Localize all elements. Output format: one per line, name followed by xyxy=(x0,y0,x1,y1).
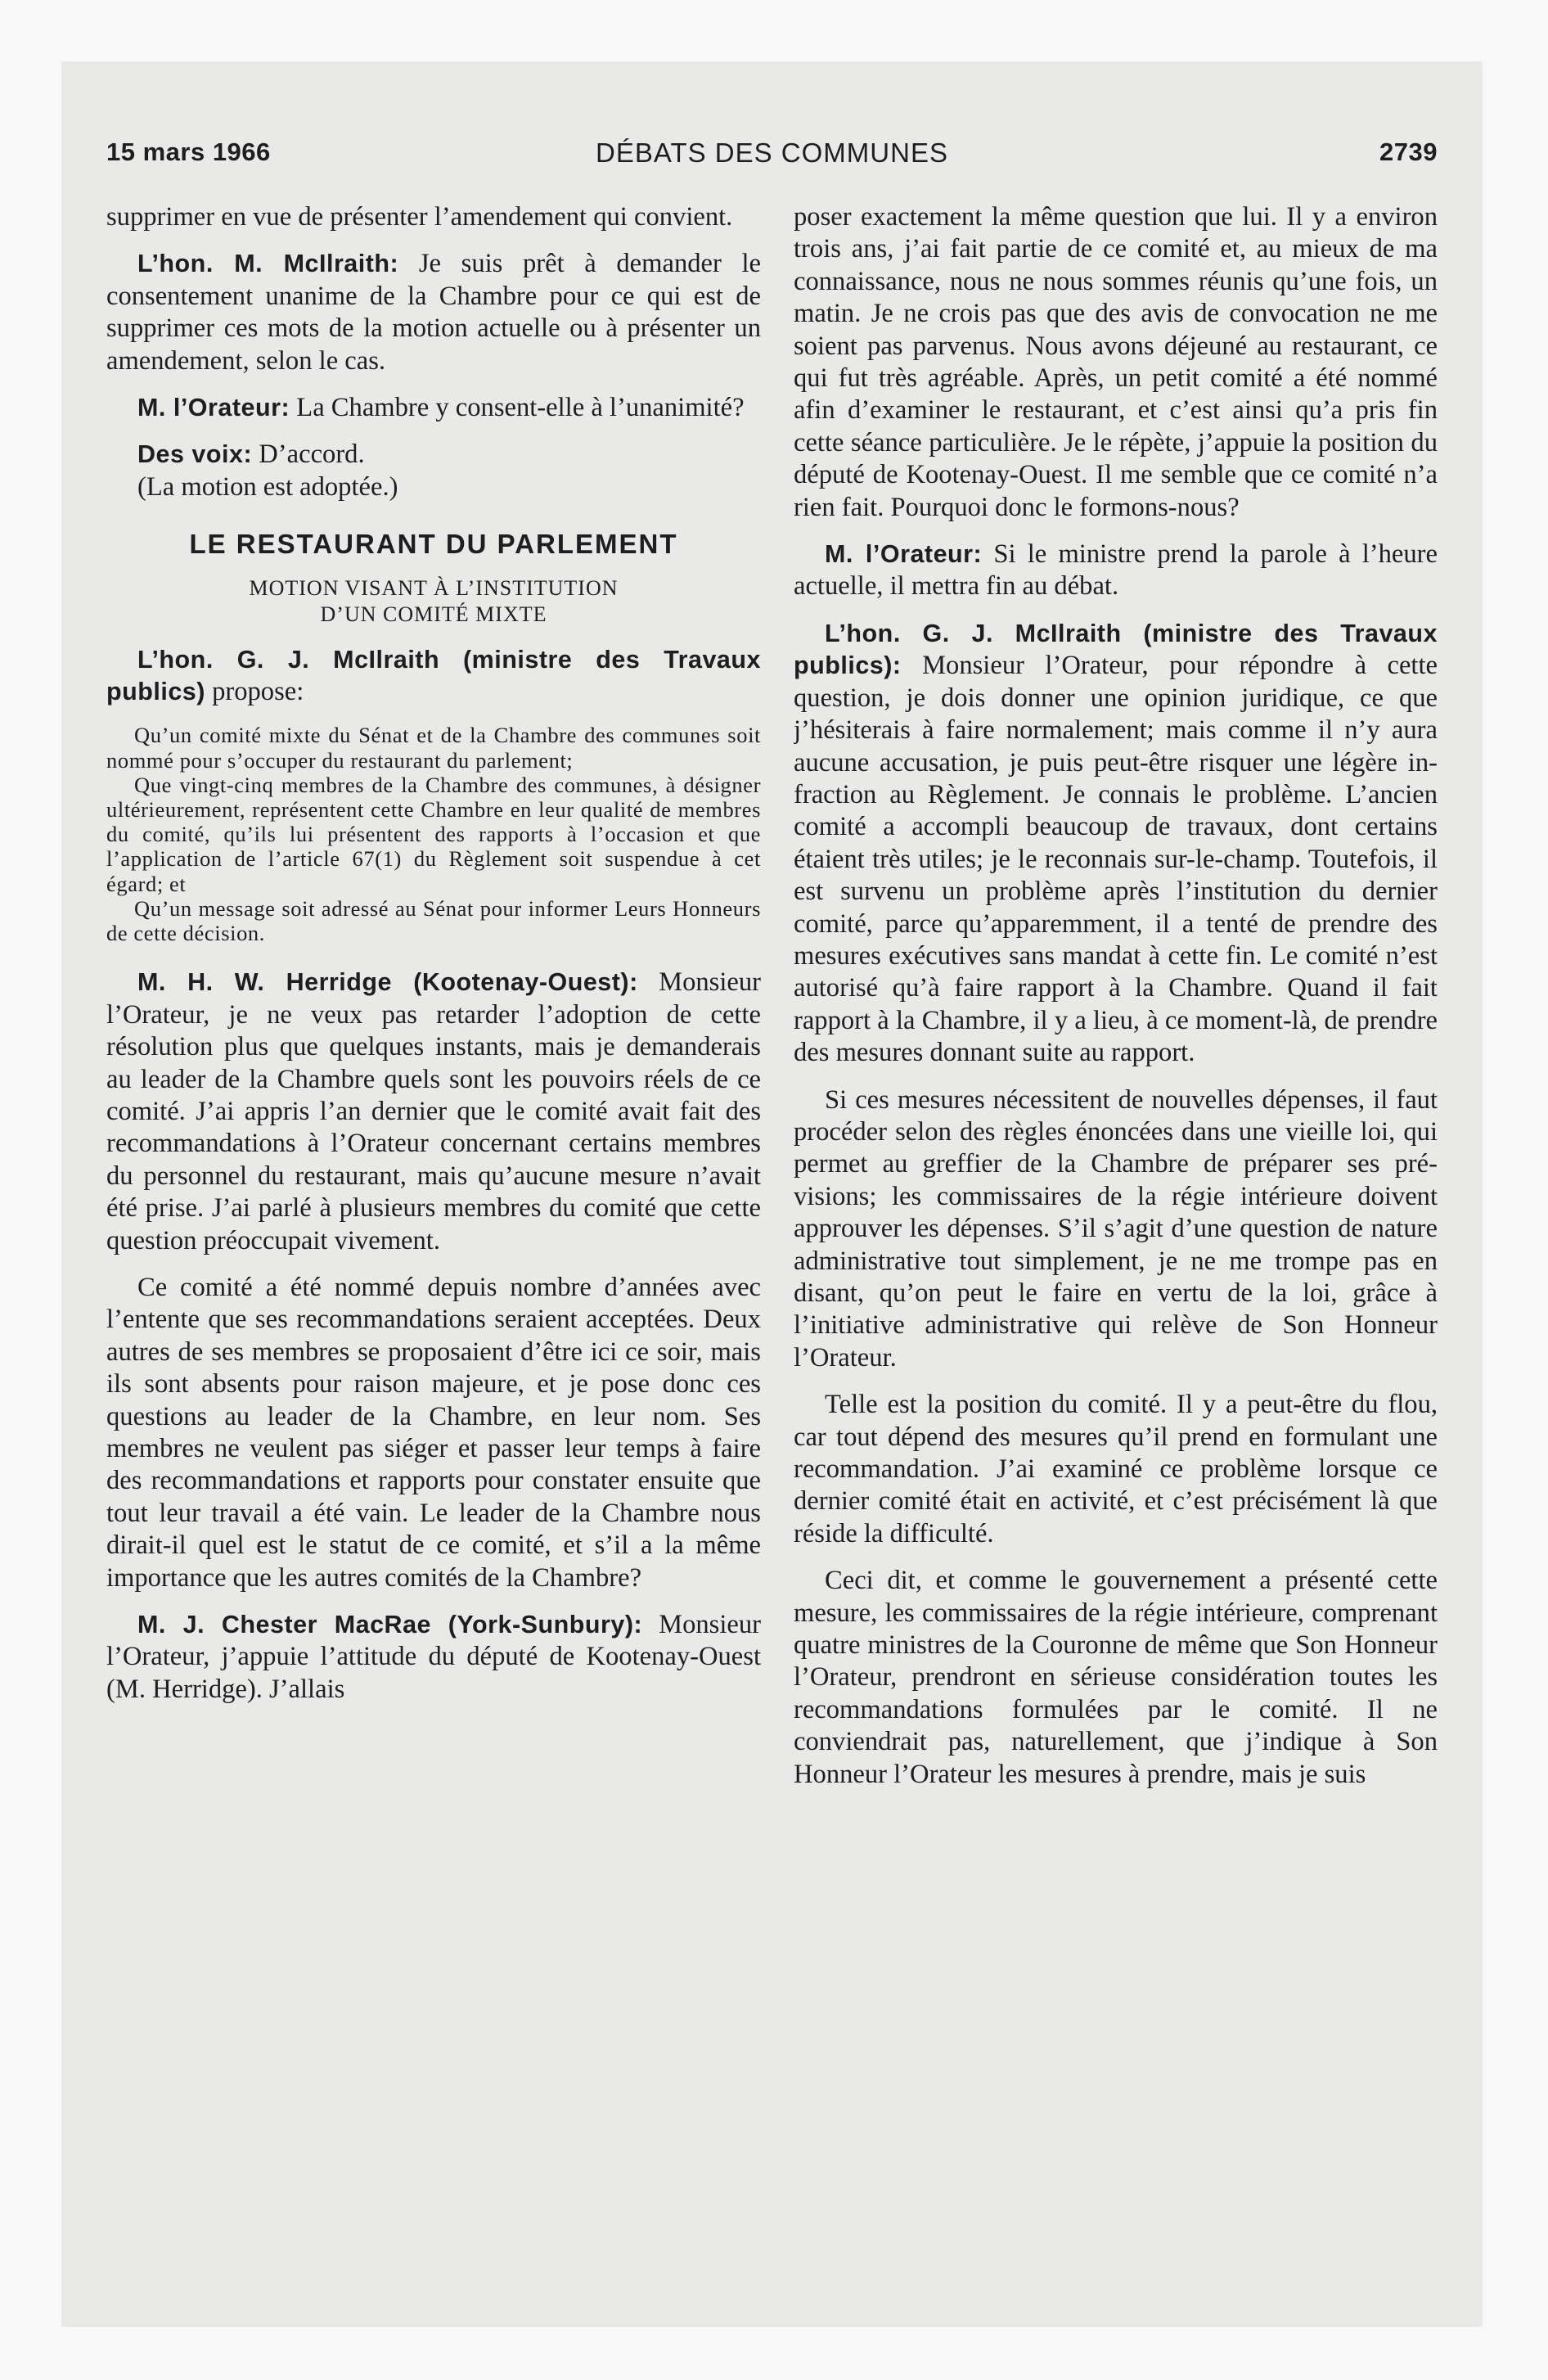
header-date: 15 mars 1966 xyxy=(106,137,271,166)
speech-text: Monsieur l’Orateur, j’appuie l’attitude du député de Kootenay-Ouest (M. Herridge). J’allais xyxy=(106,1610,761,1704)
paragraph xyxy=(106,967,761,1257)
paragraph xyxy=(106,439,761,471)
paragraph: Si ces mesures nécessitent de nouvelles dépenses, il faut procéder selon des règles énoncées dans une vieille loi, qui permet au greffier de la Chambre de préparer ses prévisions; les commissaires de la régie intérieure doivent approuver les dépenses. S’il s’agit d’une question de nature administrative tout simplement, je ne me trompe pas en disant, qu’on peut le faire en vertu de la loi, grâce à l’initiative administrative qui relève de Son Honneur l’Orateur. xyxy=(794,1084,1438,1373)
motion-clause: Qu’un message soit adressé au Sénat pour informer Leurs Honneurs de cette décision. xyxy=(106,895,761,946)
section-subtitle-line: D’UN COMITÉ MIXTE xyxy=(320,602,547,626)
paragraph xyxy=(106,392,761,424)
paragraph xyxy=(106,644,761,709)
speaker-name: M. l’Orateur: xyxy=(137,394,290,422)
section-subtitle xyxy=(106,575,761,628)
speaker-name: Des voix: xyxy=(137,440,253,469)
speaker-name: L’hon. M. McIlraith: xyxy=(137,250,399,278)
motion-clause: Que vingt-cinq membres de la Chambre des communes, à désigner ultérieurement, représentent cette Chambre en leur qualité de membres du comité, qu’ils lui présentent des rapports à l’occasion et que l’application de l’article 67(1) du Règlement soit suspendue à cet égard; et xyxy=(106,772,761,896)
speaker-name: M. l’Orateur: xyxy=(825,540,983,569)
left-column xyxy=(106,201,761,2313)
speaker-name: L’hon. G. J. McIlraith (ministre des Travaux publics): xyxy=(794,619,1438,680)
motion-text xyxy=(106,723,761,945)
paragraph xyxy=(794,539,1438,603)
section-subtitle-line: MOTION VISANT À L’INSTITUTION xyxy=(249,575,619,600)
header-title: DÉBATS DES COMMUNES xyxy=(596,137,948,168)
speech-text: propose: xyxy=(212,677,304,707)
paragraph: Ce comité a été nommé depuis nombre d’années avec l’entente que ses recommandations seraient acceptées. Deux autres de ses membres se proposaient d’être ici ce soir, mais ils sont absents pour raison majeure, et je pose donc ces questions au leader de la Chambre, en leur nom. Ses membres ne veulent pas siéger et passer leur temps à faire des recommandations et rapports pour constater ensuite que tout leur travail a été vain. Le leader de la Chambre nous dirait-il quel est le statut de ce comité, et s’il a la même importance que les autres comités de la Chambre? xyxy=(106,1272,761,1593)
header-page-number: 2739 xyxy=(1379,137,1438,166)
right-column xyxy=(794,201,1438,2313)
paragraph: poser exactement la même question que lui. Il y a environ trois ans, j’ai fait partie de ce comité et, au mieux de ma connaissance, nous ne nous sommes réunis qu’une fois, un matin. Je ne crois pas que des avis de convocation ne me soient pas parvenus. Nous avons déjeuné au restaurant, ce qui fut très agréable. Après, un petit comité a été nommé afin d’examiner le restaurant, et c’est ainsi qu’a pris fin cette séance particulière. Je le répète, j’appuie la position du député de Kootenay-Ouest. Il me semble que ce comité n’a rien fait. Pourquoi donc le formons-nous? xyxy=(794,202,1438,522)
motion-clause: Qu’un comité mixte du Sénat et de la Chambre des communes soit nommé pour s’occuper du restaurant du parlement; xyxy=(106,723,761,773)
section-title: LE RESTAURANT DU PARLEMENT xyxy=(189,529,678,560)
speaker-name: L’hon. G. J. McIlraith (ministre des Travaux publics) xyxy=(106,645,761,706)
paragraph: (La motion est adoptée.) xyxy=(137,471,398,502)
paragraph xyxy=(106,248,761,377)
speech-text: Monsieur l’Orateur, pour répondre à cette question, je dois donner une opinion juridique, ce que j’hésiterais à faire normalement; mais comme il n’y aura aucune accusation, je puis peut-être risquer une légère infraction au Règlement. Je connais le problème. L’ancien comité a accompli beaucoup de travaux, dont certains étaient très utiles; je le reconnais sur-le-champ. Toutefois, il est survenu un problème après l’institution du dernier comité, parce qu’apparemment, il a tenté de prendre des mesures exécutives sans mandat à cette fin. Le comité n’est autorisé qu’à faire rapport à la Chambre. Quand il fait rapport à la Chambre, il y a lieu, à ce moment-là, de prendre des mesures donnant suite au rapport. xyxy=(794,651,1438,1068)
speaker-name: M. H. W. Herridge (Kootenay-Ouest): xyxy=(137,968,638,997)
paragraph xyxy=(794,618,1438,1070)
speaker-name: M. J. Chester MacRae (York-Sunbury): xyxy=(137,1611,643,1639)
speech-text: D’accord. xyxy=(259,439,365,470)
paragraph: Ceci dit, et comme le gouvernement a présenté cette mesure, les commissaires de la régie intérieure, comprenant quatre ministres de la Couronne de même que Son Honneur l’Orateur, prendront en sérieuse considération toutes les recommandations formulées par le comité. Il ne conviendrait pas, naturellement, que j’indique à Son Honneur l’Orateur les mesures à prendre, mais je suis xyxy=(794,1566,1438,1789)
speech-text: Si le ministre prend la parole à l’heure actuelle, il mettra fin au débat. xyxy=(794,539,1438,602)
speech-text: La Chambre y consent-elle à l’unanimité? xyxy=(296,393,745,423)
paragraph xyxy=(106,1609,761,1706)
paragraph: supprimer en vue de présenter l’amendement qui convient. xyxy=(106,202,733,232)
page-header xyxy=(106,137,1438,175)
speech-text: Monsieur l’Orateur, je ne veux pas retarder l’adoption de cette résolution plus que quelques instants, mais je demanderais au leader de la Chambre quels sont les pouvoirs réels de ce comité. J’ai appris l’an dernier que le comité avait fait des recommandations à l’Orateur concernant certains membres du personnel du restaurant, mais qu’aucune mesure n’avait été prise. J’ai parlé à plusieurs membres du comité que cette question préoccupait vivement. xyxy=(106,967,761,1255)
paragraph: Telle est la position du comité. Il y a peut-être du flou, car tout dépend des mesures qu’il prend en formulant une recommandation. J’ai examiné ce problème lorsque ce dernier comité était en activité, et c’est précisément là que réside la difficulté. xyxy=(794,1390,1438,1548)
speech-text: Je suis prêt à demander le consentement unanime de la Chambre pour ce qui est de supprimer ces mots de la motion actuelle ou à présenter un amendement, selon le cas. xyxy=(106,249,761,376)
